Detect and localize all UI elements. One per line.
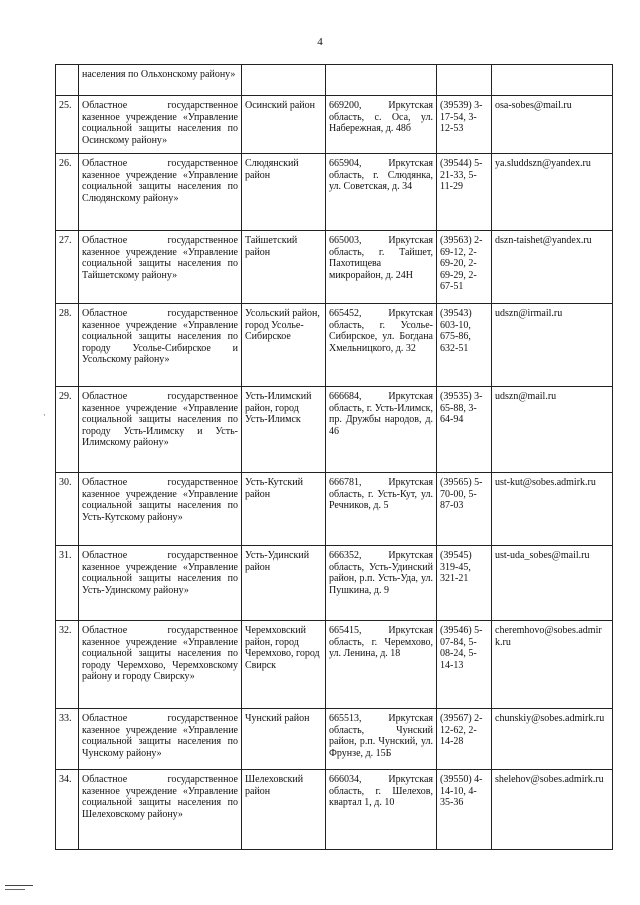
table-row bbox=[56, 96, 613, 154]
organization-name: Областное государственное казенное учреждение «Управление социальной защиты населения по Слюдянскому району» bbox=[79, 154, 242, 231]
organization-name: Областное государственное казенное учреждение «Управление социальной защиты населения по городу Усть-Илимску и Усть-Илимскому району» bbox=[79, 387, 242, 473]
margin-mark: · bbox=[43, 410, 46, 420]
address: 665415, Иркутская область, г. Черемхово, ул. Ленина, д. 18 bbox=[326, 621, 437, 709]
district: Усть-Удинский район bbox=[242, 546, 326, 621]
district: Усольский район, город Усолье-Сибирское bbox=[242, 304, 326, 387]
organization-name: населения по Ольхонскому району» bbox=[79, 65, 242, 96]
row-number bbox=[56, 65, 79, 96]
address: 666781, Иркутская область, г. Усть-Кут, ул. Речников, д. 5 bbox=[326, 473, 437, 546]
phone: (39567) 2-12-62, 2-14-28 bbox=[437, 709, 492, 770]
district: Черемховский район, город Черемхово, город Свирск bbox=[242, 621, 326, 709]
table-row bbox=[56, 65, 613, 96]
row-number: 26. bbox=[56, 154, 79, 231]
phone: (39550) 4-14-10, 4-35-36 bbox=[437, 770, 492, 850]
organization-name: Областное государственное казенное учреждение «Управление социальной защиты населения по городу Черемхово, Черемховскому району и городу Свирску» bbox=[79, 621, 242, 709]
organization-name: Областное государственное казенное учреждение «Управление социальной защиты населения по Осинскому району» bbox=[79, 96, 242, 154]
address: 665513, Иркутская область, Чунский район, р.п. Чунский, ул. Фрунзе, д. 15Б bbox=[326, 709, 437, 770]
address: 666352, Иркутская область, Усть-Удинский район, р.п. Усть-Уда, ул. Пушкина, д. 9 bbox=[326, 546, 437, 621]
row-number: 29. bbox=[56, 387, 79, 473]
email: ya.sluddszn@yandex.ru bbox=[492, 154, 613, 231]
email: udszn@irmail.ru bbox=[492, 304, 613, 387]
address: 666034, Иркутская область, г. Шелехов, квартал 1, д. 10 bbox=[326, 770, 437, 850]
phone: (39539) 3-17-54, 3-12-53 bbox=[437, 96, 492, 154]
row-number: 30. bbox=[56, 473, 79, 546]
address: 669200, Иркутская область, с. Оса, ул. Набережная, д. 48б bbox=[326, 96, 437, 154]
address: 665452, Иркутская область, г. Усолье-Сибирское, ул. Богдана Хмельницкого, д. 32 bbox=[326, 304, 437, 387]
district: Слюдянский район bbox=[242, 154, 326, 231]
phone: (39565) 5-70-00, 5-87-03 bbox=[437, 473, 492, 546]
organization-name: Областное государственное казенное учреждение «Управление социальной защиты населения по городу Усолье-Сибирское и Усольскому району» bbox=[79, 304, 242, 387]
district: Усть-Кутский район bbox=[242, 473, 326, 546]
phone: (39563) 2-69-12, 2-69-20, 2-69-29, 2-67-51 bbox=[437, 231, 492, 304]
address: 666684, Иркутская область, г. Усть-Илимск, пр. Дружбы народов, д. 46 bbox=[326, 387, 437, 473]
district: Чунский район bbox=[242, 709, 326, 770]
phone: (39535) 3-65-88, 3-64-94 bbox=[437, 387, 492, 473]
email: osa-sobes@mail.ru bbox=[492, 96, 613, 154]
email bbox=[492, 65, 613, 96]
institutions-table bbox=[55, 64, 613, 850]
email: dszn-taishet@yandex.ru bbox=[492, 231, 613, 304]
email: cheremhovo@sobes.admirk.ru bbox=[492, 621, 613, 709]
row-number: 32. bbox=[56, 621, 79, 709]
table-row bbox=[56, 709, 613, 770]
footer-rule bbox=[5, 885, 33, 886]
district: Шелеховский район bbox=[242, 770, 326, 850]
row-number: 25. bbox=[56, 96, 79, 154]
table-row bbox=[56, 770, 613, 850]
address: 665003, Иркутская область, г. Тайшет, Пахотищева микрорайон, д. 24Н bbox=[326, 231, 437, 304]
phone: (39543) 603-10, 675-86, 632-51 bbox=[437, 304, 492, 387]
organization-name: Областное государственное казенное учреждение «Управление социальной защиты населения по Усть-Удинскому району» bbox=[79, 546, 242, 621]
row-number: 28. bbox=[56, 304, 79, 387]
email: ust-uda_sobes@mail.ru bbox=[492, 546, 613, 621]
district: Тайшетский район bbox=[242, 231, 326, 304]
table-row bbox=[56, 304, 613, 387]
address: 665904, Иркутская область, г. Слюдянка, ул. Советская, д. 34 bbox=[326, 154, 437, 231]
email: ust-kut@sobes.admirk.ru bbox=[492, 473, 613, 546]
email: chunskiy@sobes.admirk.ru bbox=[492, 709, 613, 770]
institutions-table-body bbox=[56, 65, 613, 850]
table-row bbox=[56, 154, 613, 231]
footer-rule-short bbox=[5, 889, 25, 890]
page-number: 4 bbox=[317, 36, 323, 48]
email: shelehov@sobes.admirk.ru bbox=[492, 770, 613, 850]
organization-name: Областное государственное казенное учреждение «Управление социальной защиты населения по Усть-Кутскому району» bbox=[79, 473, 242, 546]
organization-name: Областное государственное казенное учреждение «Управление социальной защиты населения по Тайшетскому району» bbox=[79, 231, 242, 304]
table-row bbox=[56, 546, 613, 621]
district: Усть-Илимский район, город Усть-Илимск bbox=[242, 387, 326, 473]
row-number: 31. bbox=[56, 546, 79, 621]
phone: (39546) 5-07-84, 5-08-24, 5-14-13 bbox=[437, 621, 492, 709]
phone: (39545) 319-45, 321-21 bbox=[437, 546, 492, 621]
district: Осинский район bbox=[242, 96, 326, 154]
table-row bbox=[56, 621, 613, 709]
table-row bbox=[56, 231, 613, 304]
row-number: 34. bbox=[56, 770, 79, 850]
email: udszn@mail.ru bbox=[492, 387, 613, 473]
address bbox=[326, 65, 437, 96]
organization-name: Областное государственное казенное учреждение «Управление социальной защиты населения по Шелеховскому району» bbox=[79, 770, 242, 850]
table-row bbox=[56, 473, 613, 546]
table-row bbox=[56, 387, 613, 473]
phone: (39544) 5-21-33, 5-11-29 bbox=[437, 154, 492, 231]
phone bbox=[437, 65, 492, 96]
organization-name: Областное государственное казенное учреждение «Управление социальной защиты населения по Чунскому району» bbox=[79, 709, 242, 770]
row-number: 27. bbox=[56, 231, 79, 304]
district bbox=[242, 65, 326, 96]
row-number: 33. bbox=[56, 709, 79, 770]
